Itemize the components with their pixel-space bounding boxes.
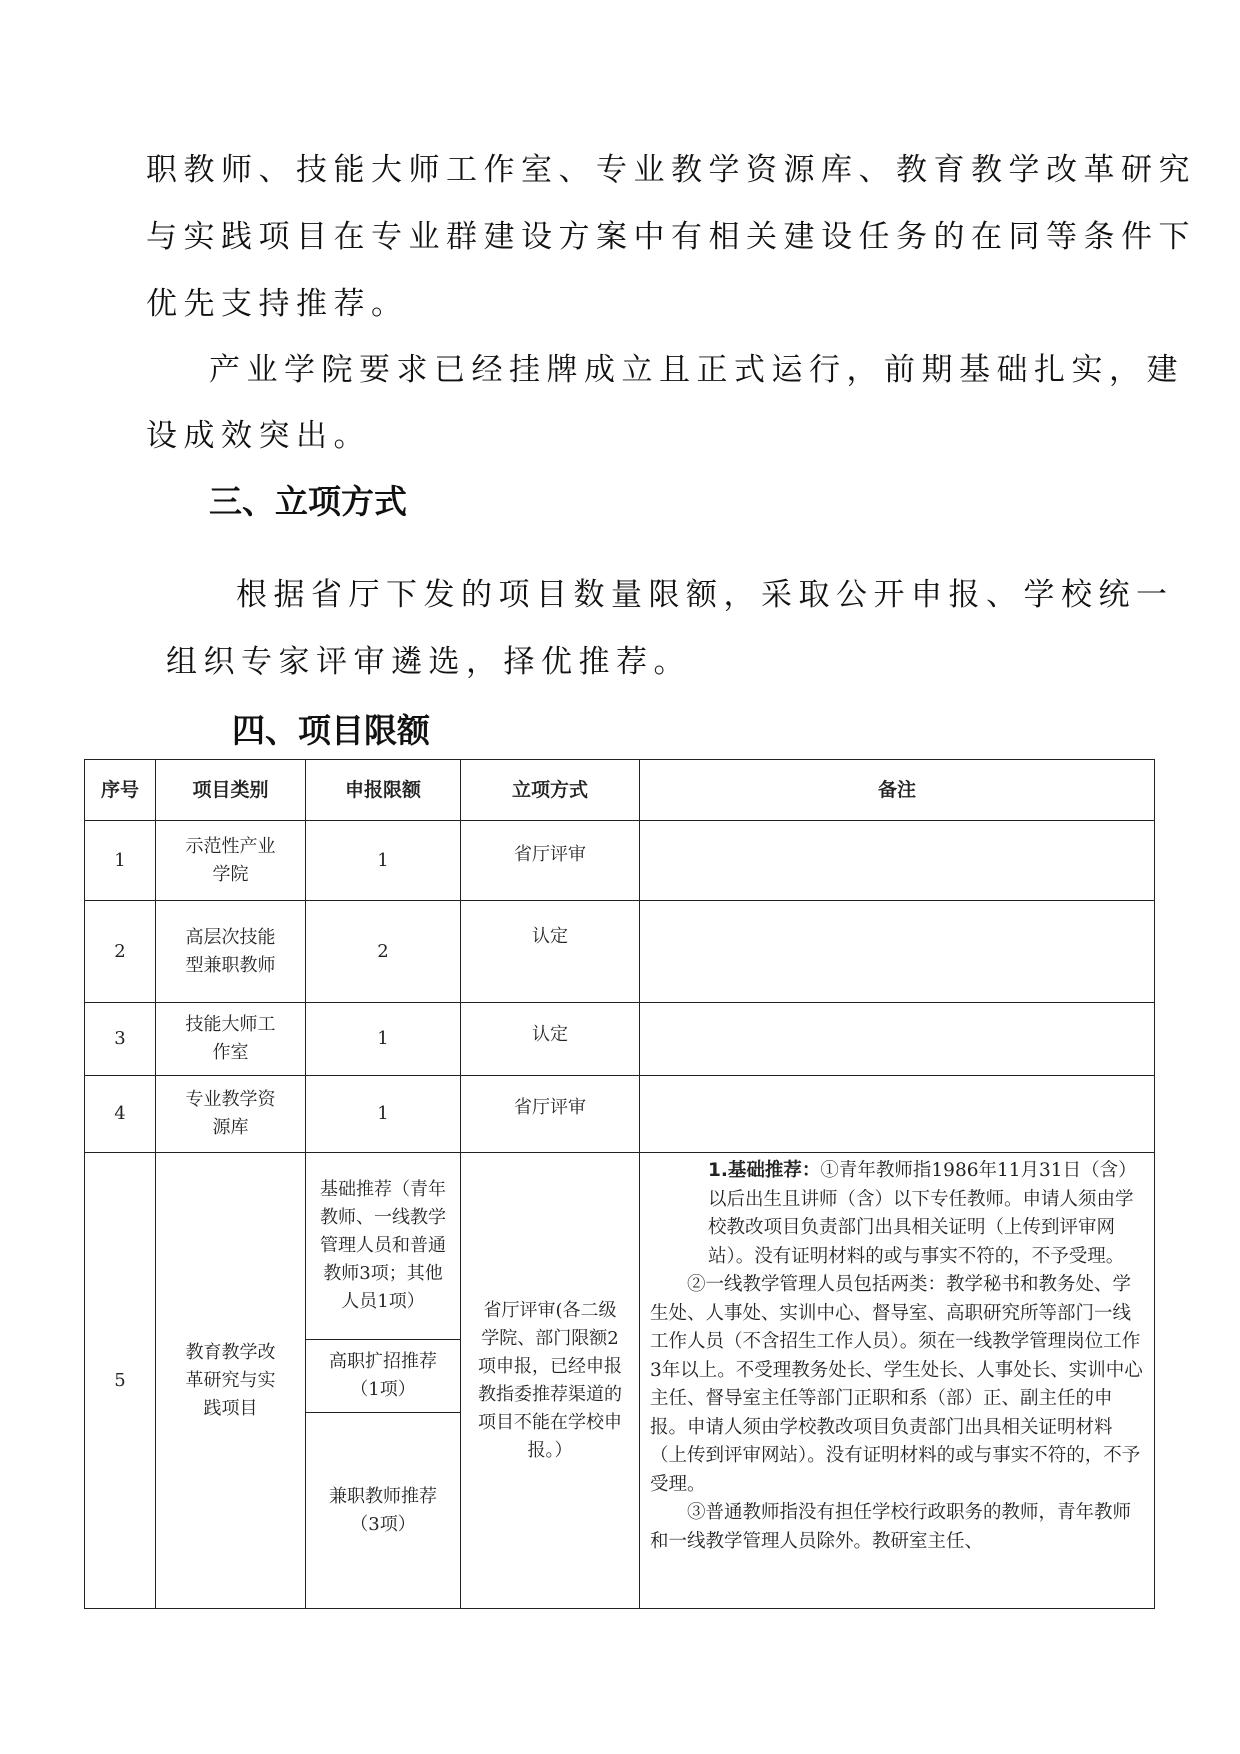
- paragraph-line: 职教师、技能大师工作室、专业教学资源库、教育教学改革研究: [146, 152, 1196, 188]
- table-row: [85, 1076, 1155, 1153]
- category-text: 技能大师工作室: [185, 1014, 276, 1063]
- cell-no: 3: [85, 1003, 156, 1076]
- cell-no: 2: [85, 901, 156, 1003]
- paragraph-line: 组织专家评审遴选，择优推荐。: [166, 644, 691, 680]
- cell-category: [156, 1153, 306, 1609]
- cell-quota: 1: [306, 821, 461, 901]
- table-row: [85, 821, 1155, 901]
- header-category: 项目类别: [156, 760, 306, 821]
- cell-notes: [640, 821, 1155, 901]
- header-no: 序号: [85, 760, 156, 821]
- note-paragraph: ②一线教学管理人员包括两类：教学秘书和教务处、学生处、人事处、实训中心、督导室、高职研究所等部门一线工作人员（不含招生工作人员）。须在一线教学管理岗位工作3年以上。不受理教务处长、学生处长、人事处长、实训中心主任、督导室主任等部门正职和系（部）正、副主任的申报。申请人须由学校教改项目负责部门出具相关证明材料（上传到评审网站）。没有证明材料的或与事实不符的，不予受理。: [650, 1274, 1143, 1495]
- cell-quota: 2: [306, 901, 461, 1003]
- paragraph-line: 优先支持推荐。: [146, 286, 409, 322]
- table-row: [85, 1153, 1155, 1340]
- cell-quota: 1: [306, 1003, 461, 1076]
- cell-notes: [640, 1153, 1155, 1609]
- cell-category: [156, 1076, 306, 1153]
- cell-category: [156, 901, 306, 1003]
- note-paragraph: ③普通教师指没有担任学校行政职务的教师，青年教师和一线教学管理人员除外。教研室主任、: [650, 1502, 1132, 1552]
- category-text: 教育教学改革研究与实践项目: [185, 1341, 276, 1419]
- note-label: 1.基础推荐：: [708, 1160, 821, 1181]
- cell-category: [156, 1003, 306, 1076]
- header-quota: 申报限额: [306, 760, 461, 821]
- cell-method: 认定: [461, 901, 640, 1003]
- cell-notes: [640, 1076, 1155, 1153]
- header-notes: 备注: [640, 760, 1155, 821]
- cell-category: [156, 821, 306, 901]
- cell-quota-basic: [306, 1153, 461, 1340]
- cell-no: 4: [85, 1076, 156, 1153]
- paragraph-line: 设成效突出。: [146, 418, 371, 454]
- section-heading: 三、立项方式: [209, 482, 407, 521]
- cell-method: 认定: [461, 1003, 640, 1076]
- cell-notes: [640, 901, 1155, 1003]
- category-text: 示范性产业学院: [185, 835, 276, 885]
- cell-quota: 1: [306, 1076, 461, 1153]
- cell-notes: [640, 1003, 1155, 1076]
- cell-method: 省厅评审: [461, 1076, 640, 1153]
- quota-expand-text: 高职扩招推荐（1项）: [329, 1351, 437, 1400]
- cell-method: 省厅评审: [461, 821, 640, 901]
- paragraph-line: 根据省厅下发的项目数量限额，采取公开申报、学校统一: [236, 577, 1174, 613]
- paragraph-line: 与实践项目在专业群建设方案中有相关建设任务的在同等条件下: [146, 219, 1196, 255]
- quota-table: [84, 759, 1155, 1609]
- note-paragraph: [650, 1157, 1144, 1271]
- cell-no: 5: [85, 1153, 156, 1609]
- cell-method: [461, 1153, 640, 1609]
- header-method: 立项方式: [461, 760, 640, 821]
- method-text: 省厅评审(各二级学院、部门限额2项申报，已经申报教指委推荐渠道的项目不能在学校申报。）: [478, 1299, 622, 1461]
- quota-parttime-text: 兼职教师推荐（3项）: [329, 1485, 437, 1535]
- quota-basic-text: 基础推荐（青年教师、一线教学管理人员和普通教师3项；其他人员1项）: [320, 1179, 446, 1312]
- table-row: [85, 901, 1155, 1003]
- cell-quota-expand: [306, 1340, 461, 1413]
- cell-quota-parttime: [306, 1413, 461, 1609]
- table-header-row: [85, 760, 1155, 821]
- category-text: 高层次技能型兼职教师: [185, 926, 276, 976]
- note-text: ①青年教师指1986年11月31日（含）以后出生且讲师（含）以下专任教师。申请人须由学校教改项目负责部门出具相关证明（上传到评审网站）。没有证明材料的或与事实不符的，不予受理。: [708, 1160, 1137, 1267]
- table-row: [85, 1003, 1155, 1076]
- section-heading: 四、项目限额: [232, 711, 430, 750]
- paragraph-line: 产业学院要求已经挂牌成立且正式运行，前期基础扎实，建: [209, 352, 1184, 388]
- cell-no: 1: [85, 821, 156, 901]
- category-text: 专业教学资源库: [185, 1089, 276, 1138]
